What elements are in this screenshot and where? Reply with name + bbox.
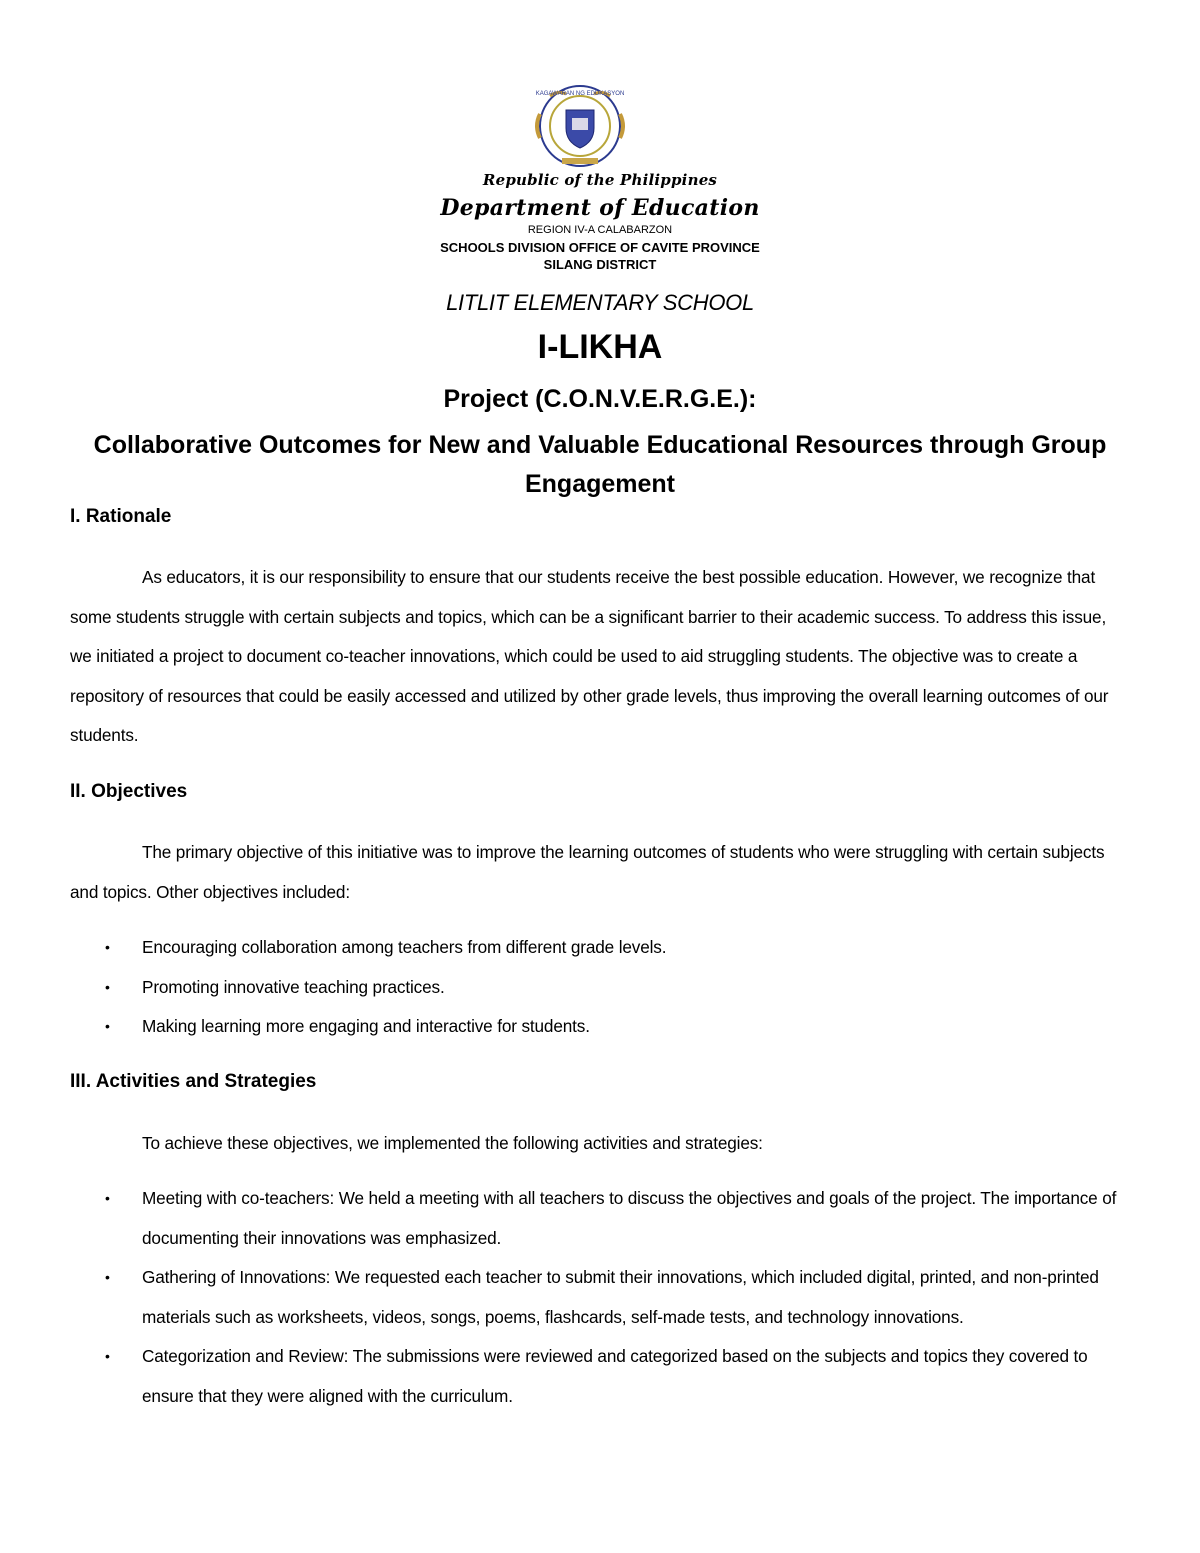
deped-seal-icon	[528, 84, 632, 168]
bullet-icon: •	[105, 1348, 110, 1364]
list-item: • Promoting innovative teaching practices.	[70, 968, 1132, 1008]
list-item: • Gathering of Innovations: We requested each teacher to submit their innovations, which included digital, printed, and non-printed materials such as worksheets, videos, songs, poems, flashcards, self-made tests, and technology innovations.	[70, 1258, 1132, 1337]
bullet-icon: •	[105, 1269, 110, 1285]
list-item: • Meeting with co-teachers: We held a meeting with all teachers to discuss the objectives and goals of the project. The importance of documenting their innovations was emphasized.	[70, 1179, 1132, 1258]
objectives-heading: II. Objectives	[70, 781, 188, 802]
svg-text:KAGAWARAN NG EDUKASYON: KAGAWARAN NG EDUKASYON	[535, 91, 625, 97]
school-name: LITLIT ELEMENTARY SCHOOL	[446, 290, 754, 315]
republic-line: Republic of the Philippines	[482, 171, 718, 189]
region-line: REGION IV-A CALABARZON	[527, 224, 673, 236]
bullet-icon: •	[105, 1190, 110, 1206]
district-line: SILANG DISTRICT	[543, 257, 657, 272]
bullet-icon: •	[105, 1018, 110, 1034]
list-item: • Making learning more engaging and interactive for students.	[70, 1007, 1132, 1047]
objectives-paragraph: The primary objective of this initiative was to improve the learning outcomes of students who were struggling with certain subjects and topics. Other objectives included:	[70, 842, 1105, 902]
department-name: Department of Education	[440, 195, 760, 221]
bullet-icon: •	[105, 978, 110, 995]
project-subtitle: Collaborative Outcomes for New and Valuable Educational Resources through Group Engagement	[93, 431, 1107, 498]
project-name: Project (C.O.N.V.E.R.G.E.):	[443, 385, 757, 413]
activities-list	[70, 1179, 1132, 1416]
document-title: I-LIKHA	[537, 328, 663, 366]
rationale-paragraph: As educators, it is our responsibility to ensure that our students receive the best possible education. However, we recognize that some students struggle with certain subjects and topics, which can be a significant barrier to their academic success. To address this issue, we initiated a project to document co-teacher innovations, which could be used to aid struggling students. The objective was to create a repository of resources that could be easily accessed and utilized by other grade levels, thus improving the overall learning outcomes of our students.	[70, 567, 1109, 745]
list-item: • Encouraging collaboration among teachers from different grade levels.	[70, 928, 1132, 968]
objectives-list	[70, 928, 1132, 1047]
list-item: • Categorization and Review: The submissions were reviewed and categorized based on the subjects and topics they covered to ensure that they were aligned with the curriculum.	[70, 1337, 1132, 1416]
activities-heading: III. Activities and Strategies	[70, 1071, 317, 1092]
activities-intro: To achieve these objectives, we implemented the following activities and strategies:	[142, 1133, 763, 1153]
rationale-heading: I. Rationale	[70, 506, 172, 527]
division-line: SCHOOLS DIVISION OFFICE OF CAVITE PROVINCE	[440, 240, 760, 255]
bullet-icon: •	[105, 939, 110, 955]
